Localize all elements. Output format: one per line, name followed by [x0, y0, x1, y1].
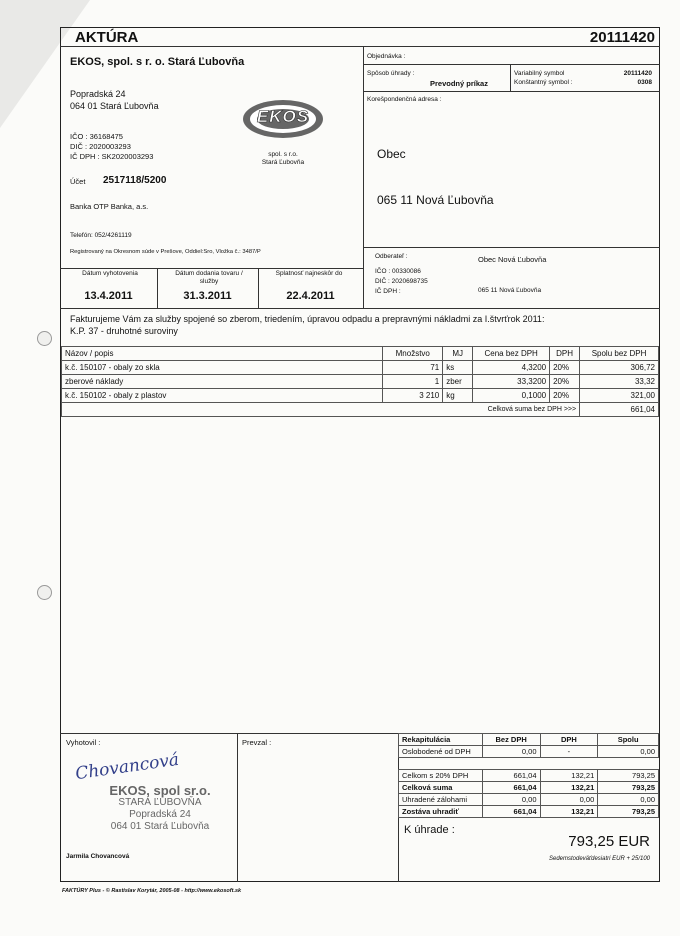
recap-total: 0,00 — [598, 746, 659, 758]
item-vat: 20% — [550, 361, 580, 375]
items-header-name: Názov / popis — [62, 347, 383, 361]
table-row — [62, 389, 659, 403]
stamp-line3: Popradská 24 — [129, 809, 191, 820]
punch-hole — [37, 585, 52, 600]
buyer-label: Odberateľ : — [375, 253, 408, 260]
punch-hole — [37, 331, 52, 346]
recap-header-total: Spolu — [598, 734, 659, 746]
item-unit: ks — [443, 361, 473, 375]
logo-sub1: spol. s r.o. — [268, 151, 298, 158]
item-qty: 1 — [383, 375, 443, 389]
table-row — [62, 375, 659, 389]
signature: Chovancová — [74, 749, 181, 785]
seller-phone: Telefón: 052/4261119 — [70, 232, 132, 239]
item-vat: 20% — [550, 389, 580, 403]
item-unit: kg — [443, 389, 473, 403]
buyer-city: 065 11 Nová Ľubovňa — [478, 287, 542, 294]
issue-date-label: Dátum vyhotovenia — [82, 270, 138, 277]
issuer-label: Vyhotovil : — [66, 738, 101, 747]
seller-dic: DIČ : 2020003293 — [70, 142, 131, 151]
recap-base: 661,04 — [482, 770, 540, 782]
seller-name: EKOS, spol. s r. o. Stará Ľubovňa — [70, 56, 245, 68]
recap-base: 661,04 — [482, 782, 540, 794]
seller-ico: IČO : 36168475 — [70, 132, 123, 141]
recap-header-row — [399, 734, 659, 746]
receiver-label: Prevzal : — [242, 738, 272, 747]
issue-date: 13.4.2011 — [84, 290, 133, 302]
item-price: 4,3200 — [473, 361, 550, 375]
seller-street: Popradská 24 — [70, 89, 126, 99]
intro-line2: K.P. 37 - druhotné suroviny — [70, 326, 178, 336]
items-header-unit: MJ — [443, 347, 473, 361]
table-row — [399, 770, 659, 782]
item-qty: 71 — [383, 361, 443, 375]
buyer-dic: DIČ : 2020698735 — [375, 278, 428, 285]
item-vat: 20% — [550, 375, 580, 389]
items-sum-label: Celková suma bez DPH >>> — [62, 403, 580, 417]
table-row — [399, 794, 659, 806]
item-price: 0,1000 — [473, 389, 550, 403]
correspondence-label: Korešpondenčná adresa : — [367, 96, 442, 103]
recap-vat: - — [540, 746, 598, 758]
due-date: 22.4.2011 — [286, 290, 335, 302]
items-sum-row — [62, 403, 659, 417]
seller-icdph: IČ DPH : SK2020003293 — [70, 152, 154, 161]
invoice-number: 20111420 — [589, 29, 655, 46]
items-header-vat: DPH — [550, 347, 580, 361]
ks-label: Konštantný symbol : — [514, 79, 573, 86]
recap-table — [398, 733, 659, 818]
items-header-row — [62, 347, 659, 361]
item-total: 33,32 — [580, 375, 659, 389]
due-date-label: Splatnosť najneskôr do — [275, 270, 343, 277]
recap-label: Zostáva uhradiť — [399, 806, 483, 818]
stamp-line1: EKOS, spol sr.o. — [109, 783, 211, 798]
payment-method: Prevodný príkaz — [430, 79, 488, 88]
item-name: zberové náklady — [62, 375, 383, 389]
recap-vat: 132,21 — [540, 806, 598, 818]
seller-account: 2517118/5200 — [103, 175, 167, 186]
buyer-name: Obec Nová Ľubovňa — [478, 255, 547, 264]
buyer-icdph: IČ DPH : — [375, 288, 401, 295]
correspondence-city: 065 11 Nová Ľubovňa — [377, 193, 494, 207]
items-header-qty: Množstvo — [383, 347, 443, 361]
recap-total: 793,25 — [598, 806, 659, 818]
recap-base: 661,04 — [482, 806, 540, 818]
items-sum: 661,04 — [580, 403, 659, 417]
seller-bank: Banka OTP Banka, a.s. — [70, 202, 149, 211]
table-row — [399, 746, 659, 758]
seller-city: 064 01 Stará Ľubovňa — [70, 101, 159, 111]
payment-label: Spôsob úhrady : — [367, 70, 415, 77]
items-header-price: Cena bez DPH — [473, 347, 550, 361]
recap-total: 793,25 — [598, 770, 659, 782]
recap-total: 0,00 — [598, 794, 659, 806]
recap-header-vat: DPH — [540, 734, 598, 746]
recap-label: Uhradené zálohami — [399, 794, 483, 806]
order-label: Objednávka : — [367, 53, 406, 60]
amount-due-label: K úhrade : — [404, 824, 455, 836]
variable-symbol: 20111420 — [623, 70, 652, 77]
correspondence-name: Obec — [377, 147, 406, 161]
table-row — [399, 806, 659, 818]
table-row — [62, 361, 659, 375]
item-qty: 3 210 — [383, 389, 443, 403]
intro-line1: Fakturujeme Vám za služby spojené so zberom, triedením, úpravou odpadu a prepravnými nákladmi za I.štvrťrok 2011: — [70, 314, 545, 324]
recap-label: Celkom s 20% DPH — [399, 770, 483, 782]
item-name: k.č. 150102 - obaly z plastov — [62, 389, 383, 403]
seller-register: Registrovaný na Okresnom súde v Prešove, Oddiel:Sro, Vložka č.: 3487/P — [70, 249, 261, 255]
logo-text: EKOS — [256, 107, 310, 126]
recap-total: 793,25 — [598, 782, 659, 794]
recap-header-label: Rekapitulácia — [399, 734, 483, 746]
recap-vat: 132,21 — [540, 782, 598, 794]
delivery-date: 31.3.2011 — [183, 290, 232, 302]
issuer-name: Jarmila Chovancová — [66, 853, 130, 860]
software-footer: FAKTÚRY Plus - © Rastislav Korytár, 2005-08 - http://www.ekosoft.sk — [62, 888, 242, 894]
stamp-line4: 064 01 Stará Ľubovňa — [110, 821, 210, 832]
recap-base: 0,00 — [482, 794, 540, 806]
items-header-total: Spolu bez DPH — [580, 347, 659, 361]
seller-account-label: Účet — [70, 177, 86, 186]
invoice-title: AKTÚRA — [75, 29, 139, 46]
amount-due: 793,25 EUR — [568, 833, 650, 850]
vs-label: Variabilný symbol — [514, 70, 565, 77]
recap-label: Celková suma — [399, 782, 483, 794]
recap-spacer-row — [399, 758, 659, 770]
table-row — [399, 782, 659, 794]
item-name: k.č. 150107 - obaly zo skla — [62, 361, 383, 375]
item-total: 321,00 — [580, 389, 659, 403]
recap-label: Oslobodené od DPH — [399, 746, 483, 758]
recap-vat: 0,00 — [540, 794, 598, 806]
stamp-line2: STARÁ ĽUBOVŇA — [118, 797, 202, 808]
amount-due-words: Sedemstodeväťdesiatri EUR + 25/100 — [548, 856, 650, 862]
logo-sub2: Stará Ľubovňa — [261, 159, 305, 166]
item-unit: zber — [443, 375, 473, 389]
recap-header-base: Bez DPH — [482, 734, 540, 746]
constant-symbol: 0308 — [637, 79, 652, 86]
ekos-logo — [240, 96, 326, 142]
item-price: 33,3200 — [473, 375, 550, 389]
items-table — [61, 346, 659, 417]
buyer-ico: IČO : 00330086 — [375, 268, 421, 275]
item-total: 306,72 — [580, 361, 659, 375]
recap-vat: 132,21 — [540, 770, 598, 782]
recap-base: 0,00 — [482, 746, 540, 758]
delivery-date-label: Dátum dodania tovaru / služby — [175, 270, 243, 285]
